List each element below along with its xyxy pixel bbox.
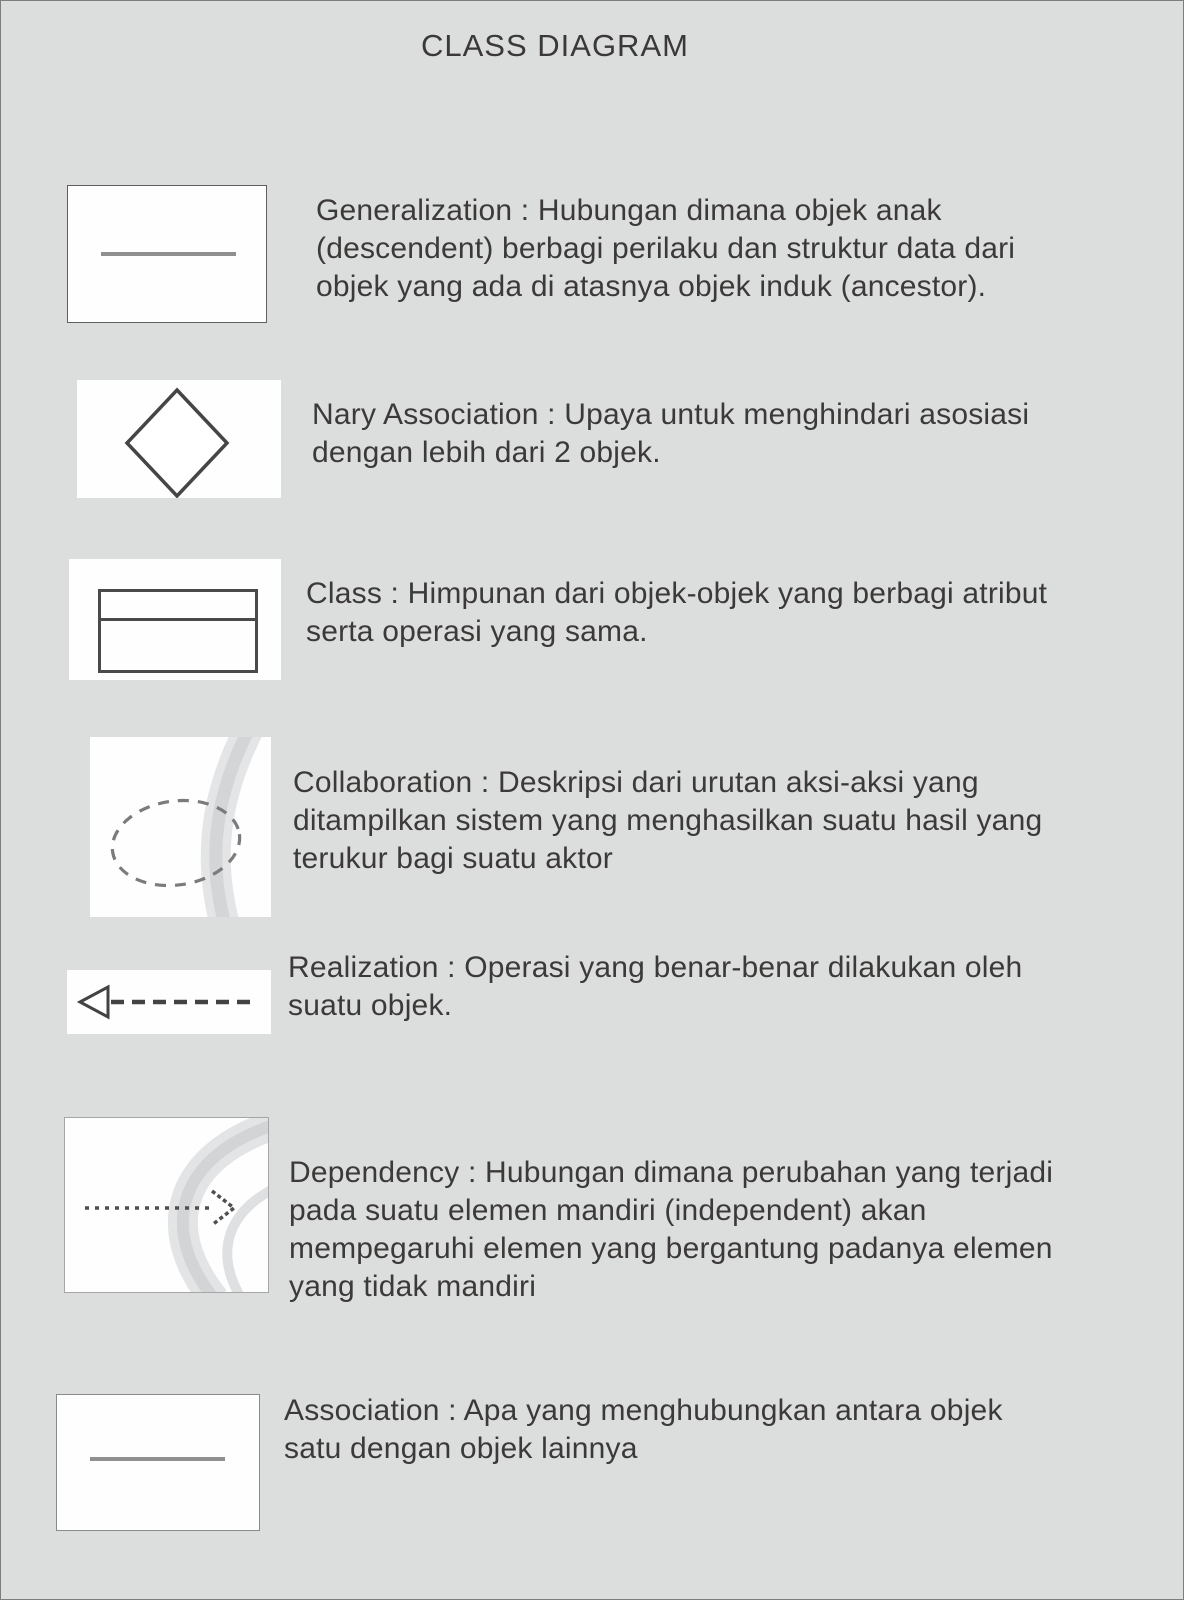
- dependency-glyph: [65, 1118, 268, 1292]
- generalization-line-icon: [67, 185, 267, 323]
- association-line-icon: [56, 1394, 260, 1531]
- dependency-arrow-icon: [64, 1117, 269, 1293]
- association-line-glyph: [90, 1457, 225, 1461]
- legend-row-realization-text: Realization : Operasi yang benar-benar dilakukan oleh suatu objek.: [288, 951, 1023, 1022]
- legend-row-association-text: Association : Apa yang menghubungkan antara objek satu dengan objek lainnya: [284, 1394, 1003, 1465]
- realization-arrow-icon: [67, 970, 271, 1034]
- legend-row-nary-association-text: Nary Association : Upaya untuk menghindari asosiasi dengan lebih dari 2 objek.: [312, 398, 1030, 469]
- diamond-glyph: [77, 380, 281, 498]
- class-rectangle-glyph: [98, 589, 258, 673]
- realization-glyph: [67, 970, 271, 1034]
- nary-association-diamond-icon: [77, 380, 281, 498]
- generalization-line-glyph: [101, 252, 236, 256]
- legend-row-class-text: Class : Himpunan dari objek-objek yang berbagi atribut serta operasi yang sama.: [306, 577, 1048, 648]
- collaboration-ellipse-icon: [90, 737, 271, 917]
- collaboration-glyph: [90, 737, 271, 917]
- legend-row-dependency-text: Dependency : Hubungan dimana perubahan yang terjadi pada suatu elemen mandiri (independent) akan mempegaruhi elemen yang bergantung padanya elemen yang tidak mandiri: [289, 1156, 1054, 1303]
- class-compartment-divider: [101, 618, 255, 621]
- page-title: CLASS DIAGRAM: [421, 28, 689, 63]
- legend-row-generalization-text: Generalization : Hubungan dimana objek anak (descendent) berbagi perilaku dan struktur data dari objek yang ada di atasnya objek induk (ancestor).: [316, 194, 1016, 303]
- legend-row-collaboration-text: Collaboration : Deskripsi dari urutan aksi-aksi yang ditampilkan sistem yang menghasilkan suatu hasil yang terukur bagi suatu aktor: [293, 766, 1043, 875]
- class-rectangle-icon: [69, 559, 281, 680]
